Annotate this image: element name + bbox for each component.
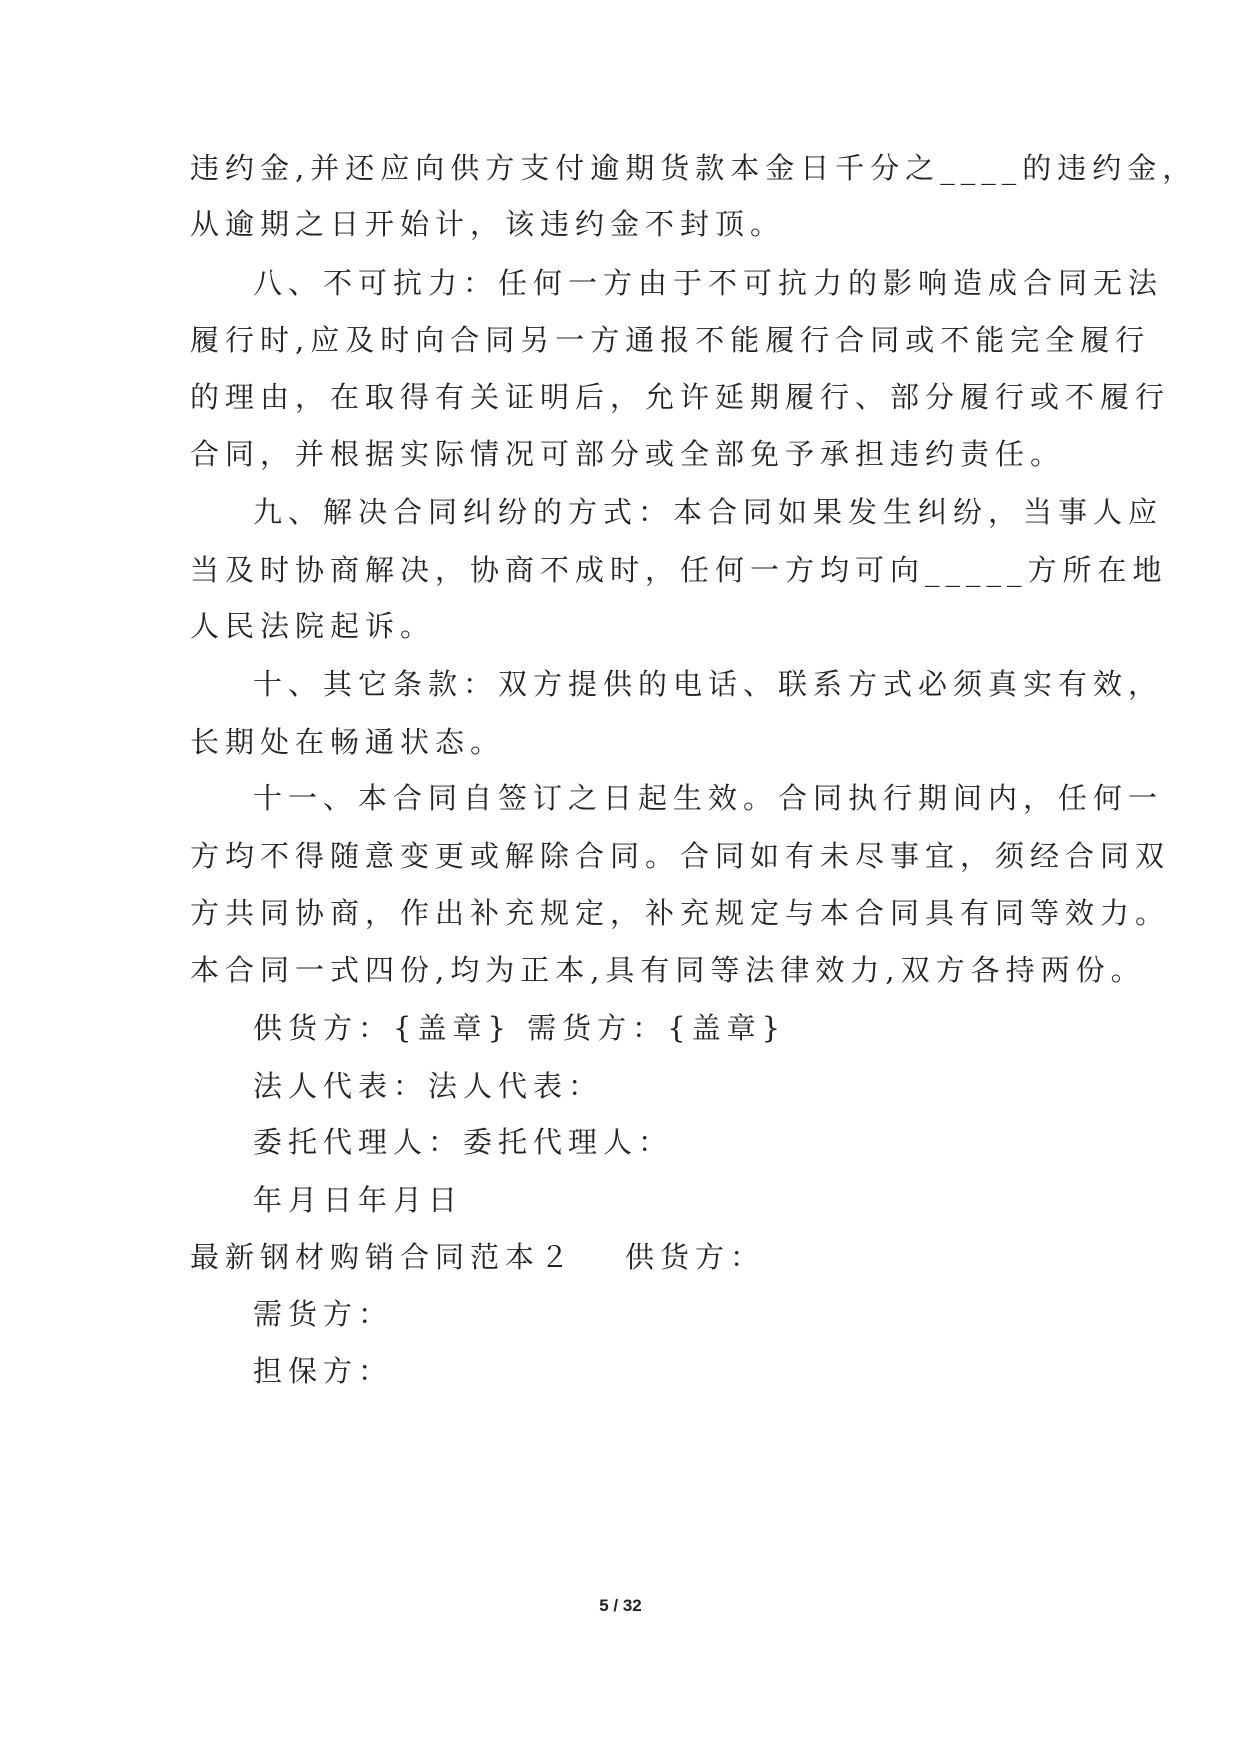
text-line: 履行时,应及时向合同另一方通报不能履行合同或不能完全履行	[190, 323, 1151, 357]
text-line: 九、解决合同纠纷的方式：本合同如果发生纠纷，当事人应	[253, 495, 1164, 529]
text-line: 合同，并根据实际情况可部分或全部免予承担违约责任。	[190, 437, 1066, 471]
section-title: 最新钢材购销合同范本２	[190, 1240, 576, 1274]
text-line: 当及时协商解决，协商不成时，任何一方均可向_____方所在地	[190, 553, 1168, 587]
section-title-line	[190, 1237, 765, 1277]
text-line: 供货方：{盖章} 需货方：{盖章}	[253, 1011, 787, 1045]
text-line: 本合同一式四份,均为正本,具有同等法律效力,双方各持两份。	[190, 953, 1146, 987]
page-number: 5 / 32	[599, 1596, 642, 1615]
text-line: 人民法院起诉。	[190, 609, 436, 643]
text-line: 法人代表：法人代表：	[253, 1069, 604, 1103]
text-line: 违约金,并还应向供方支付逾期货款本金日千分之____的违约金，	[190, 151, 1198, 185]
text-line: 从逾期之日开始计，该违约金不封顶。	[190, 207, 786, 241]
text-line: 十一、本合同自签订之日起生效。合同执行期间内，任何一	[253, 781, 1164, 815]
supplier-label: 供货方：	[625, 1240, 766, 1274]
text-line: 方共同协商，作出补充规定，补充规定与本合同具有同等效力。	[190, 896, 1171, 930]
text-line: 需货方：	[253, 1297, 394, 1331]
text-line: 十、其它条款：双方提供的电话、联系方式必须真实有效，	[253, 667, 1164, 701]
text-line: 担保方：	[253, 1354, 394, 1388]
text-line: 八、不可抗力：任何一方由于不可抗力的影响造成合同无法	[253, 266, 1164, 300]
text-line: 委托代理人：委托代理人：	[253, 1125, 674, 1159]
text-line: 年月日年月日	[253, 1183, 464, 1217]
text-line: 方均不得随意变更或解除合同。合同如有未尽事宜，须经合同双	[190, 839, 1171, 873]
text-line: 的理由，在取得有关证明后，允许延期履行、部分履行或不履行	[190, 380, 1171, 414]
text-line: 长期处在畅通状态。	[190, 725, 506, 759]
